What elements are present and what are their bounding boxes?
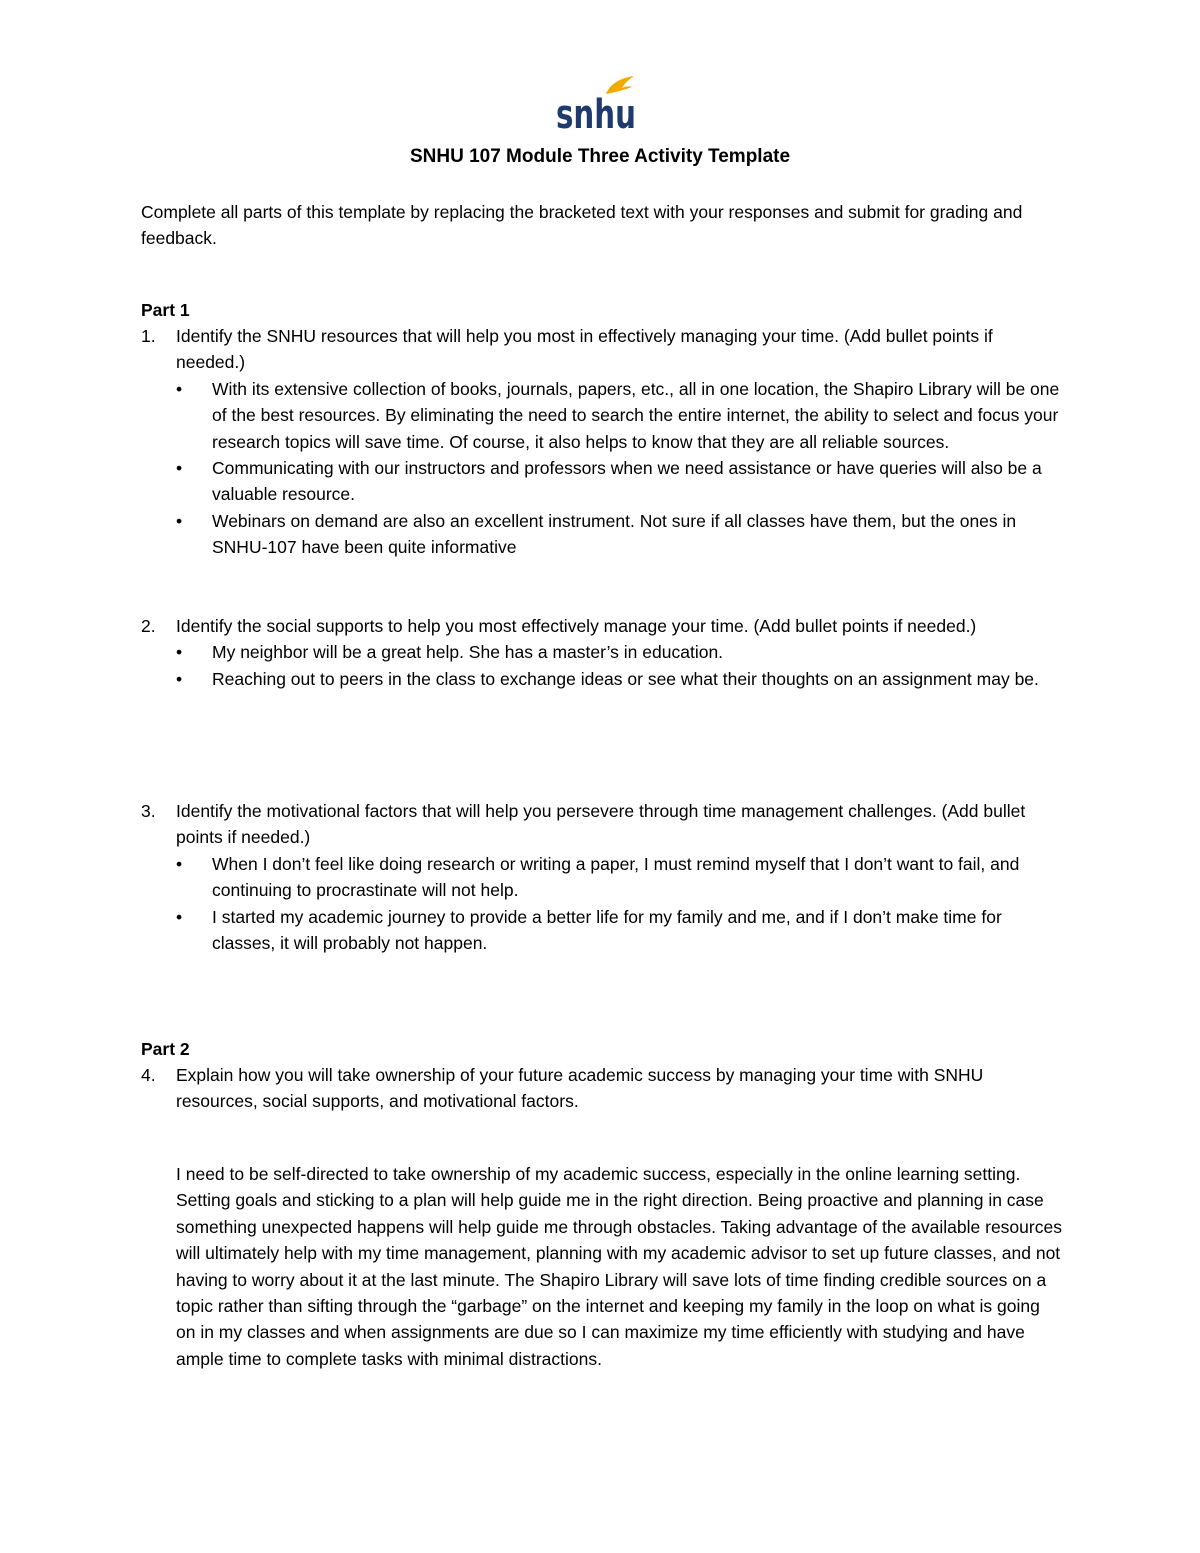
- bullet-icon: •: [176, 378, 183, 399]
- bullet-icon: •: [176, 906, 183, 927]
- bullet-icon: •: [176, 853, 183, 874]
- bullet-text: I started my academic journey to provide a better life for my family and me, and if I don’t make time for classes, it will probably not happen.: [212, 906, 1002, 954]
- document-title: SNHU 107 Module Three Activity Template: [409, 146, 791, 167]
- part2-heading: Part 2: [141, 1039, 190, 1059]
- bullet-text: When I don’t feel like doing research or writing a paper, I must remind myself that I don’t want to fail, and continuing to procrastinate will not help.: [212, 853, 1020, 901]
- question-1-text: Identify the SNHU resources that will help you most in effectively managing your time. (Add bullet points if needed.): [176, 326, 993, 373]
- list-item: [141, 455, 1061, 508]
- question-3-text: Identify the motivational factors that will help you persevere through time management challenges. (Add bullet points if needed.): [176, 801, 1026, 848]
- bullet-text: With its extensive collection of books, journals, papers, etc., all in one location, the Shapiro Library will be one of the best resources. By eliminating the need to search the entire internet, the ability to select and focus your research topics will save time. Of course, it also helps to know that they are all reliable sources.: [212, 378, 1060, 452]
- question-1-bullets: [141, 376, 1061, 561]
- question-3: [141, 798, 1061, 956]
- list-item: [141, 376, 1061, 455]
- question-2-bullets: [141, 639, 1061, 692]
- question-4-text: Explain how you will take ownership of your future academic success by managing your time with SNHU resources, social supports, and motivational factors.: [176, 1065, 984, 1112]
- bullet-icon: •: [176, 642, 183, 663]
- snhu-logo: [554, 72, 640, 138]
- question-4-answer: I need to be self-directed to take ownership of my academic success, especially in the online learning setting. Setting goals and sticking to a plan will help guide me in the right direction. Being proactive and planning in case something unexpected happens will help guide me through obstacles. Taking advantage of the available resources will ultimately help with my time management, planning with my academic advisor to set up future classes, and not having to worry about it at the last minute. The Shapiro Library will save lots of time finding credible sources on a topic rather than sifting through the “garbage” on the internet and keeping my family in the loop on what is going on in my classes and when assignments are due so I can maximize my time efficiently with studying and have ample time to complete tasks with minimal distractions.: [176, 1164, 1062, 1369]
- question-2-text: Identify the social supports to help you most effectively manage your time. (Add bullet points if needed.): [176, 616, 977, 636]
- part1-heading: Part 1: [141, 300, 190, 320]
- question-3-bullets: [141, 851, 1061, 957]
- bullet-text: My neighbor will be a great help. She has a master’s in education.: [212, 642, 724, 663]
- list-item: [141, 639, 1061, 665]
- question-4-number: 4.: [141, 1065, 156, 1085]
- question-2-number: 2.: [141, 616, 156, 636]
- question-3-number: 3.: [141, 801, 156, 821]
- list-item: [141, 508, 1061, 561]
- list-item: [141, 666, 1061, 692]
- question-4: [141, 1062, 1061, 1115]
- bullet-icon: •: [176, 668, 183, 689]
- logo-text: snhu: [556, 92, 636, 138]
- bullet-text: Communicating with our instructors and professors when we need assistance or have queries will also be a valuable resource.: [212, 458, 1042, 505]
- bullet-icon: •: [176, 458, 183, 479]
- question-1: [141, 323, 1061, 561]
- list-item: [141, 904, 1061, 957]
- bullet-text: Reaching out to peers in the class to exchange ideas or see what their thoughts on an assignment may be.: [212, 668, 1039, 689]
- bullet-icon: •: [176, 510, 183, 531]
- bullet-text: Webinars on demand are also an excellent instrument. Not sure if all classes have them, but the ones in SNHU-107 have been quite informative: [212, 510, 1017, 558]
- list-item: [141, 851, 1061, 904]
- question-2: [141, 613, 1061, 692]
- question-1-number: 1.: [141, 326, 156, 346]
- instructions-text: Complete all parts of this template by replacing the bracketed text with your responses and submit for grading and feedback.: [141, 202, 1023, 249]
